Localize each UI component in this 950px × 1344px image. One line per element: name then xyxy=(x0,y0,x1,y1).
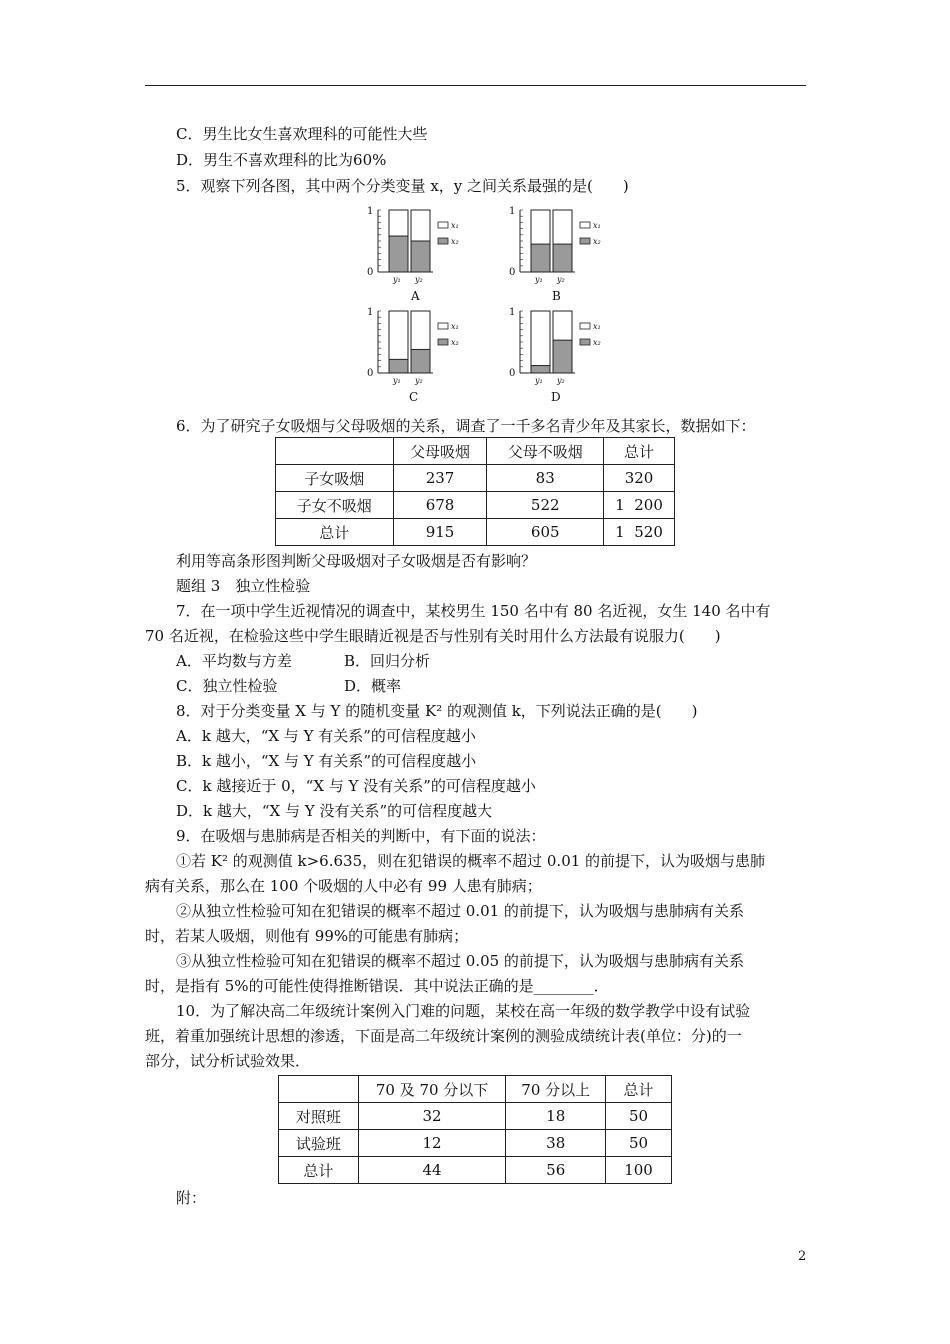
table-cell: 100 xyxy=(606,1157,672,1184)
table-row xyxy=(276,519,675,546)
category-label: y₁ xyxy=(393,275,401,284)
category-label: y₂ xyxy=(415,275,423,284)
legend-label-x2: x₂ xyxy=(451,237,459,246)
table-cell: 子女吸烟 xyxy=(276,465,394,492)
table-cell: 44 xyxy=(358,1157,506,1184)
legend-label-x1: x₁ xyxy=(593,221,601,230)
axis-bottom-label: 0 xyxy=(367,267,374,278)
smoking-table xyxy=(275,437,675,546)
bar-x2 xyxy=(553,244,572,272)
statement-1: ①若 K² 的观测值 k>6.635，则在犯错误的概率不超过 0.01 的前提下，认为吸烟与患肺 xyxy=(176,852,766,870)
table-row xyxy=(276,465,675,492)
table-cell xyxy=(279,1076,359,1103)
question-6-task: 利用等高条形图判断父母吸烟对子女吸烟是否有影响？ xyxy=(176,552,537,570)
table-cell: 522 xyxy=(487,492,604,519)
header-rule xyxy=(145,85,806,86)
legend-swatch-x2 xyxy=(438,339,448,345)
legend-label-x1: x₁ xyxy=(451,322,459,331)
section-heading: 题组 3 独立性检验 xyxy=(176,577,311,595)
legend-swatch-x1 xyxy=(580,323,590,329)
question-10-end: 部分，试分析试验效果． xyxy=(145,1052,311,1070)
category-label: y₂ xyxy=(557,275,565,284)
table-cell: 56 xyxy=(506,1157,606,1184)
statement-1-cont: 病有关系，那么在 100 个吸烟的人中必有 99 人患有肺病； xyxy=(145,877,542,895)
table-cell: 12 xyxy=(358,1130,506,1157)
option-b-q7: B．回归分析 xyxy=(344,652,431,670)
table-cell: 父母吸烟 xyxy=(393,438,487,465)
question-10: 10．为了解决高二年级统计案例入门难的问题，某校在高一年级的数学教学中设有试验 xyxy=(176,1002,751,1020)
figure-d-label: D xyxy=(551,390,561,404)
category-label: y₁ xyxy=(393,376,401,385)
table-cell: 320 xyxy=(604,465,675,492)
bar-x2 xyxy=(531,366,550,373)
category-label: y₁ xyxy=(535,376,543,385)
table-cell: 子女不吸烟 xyxy=(276,492,394,519)
axis-top-label: 1 xyxy=(509,307,516,318)
option-a-q7: A．平均数与方差 xyxy=(176,652,292,670)
axis-top-label: 1 xyxy=(367,206,374,217)
statement-3-cont: 时，是指有 5%的可能性使得推断错误．其中说法正确的是________． xyxy=(145,977,609,995)
table-cell: 试验班 xyxy=(279,1130,359,1157)
page-number: 2 xyxy=(798,1249,807,1264)
appendix-label: 附： xyxy=(176,1189,207,1207)
bar-x2 xyxy=(389,359,408,373)
table-cell: 总计 xyxy=(276,519,394,546)
legend-label-x2: x₂ xyxy=(593,237,601,246)
statement-3: ③从独立性检验可知在犯错误的概率不超过 0.05 的前提下，认为吸烟与患肺病有关系 xyxy=(176,952,744,970)
legend-swatch-x2 xyxy=(438,238,448,244)
figure-d-chart xyxy=(507,303,607,393)
question-8: 8．对于分类变量 X 与 Y 的随机变量 K² 的观测值 k，下列说法正确的是( ) xyxy=(176,702,698,720)
table-cell: 50 xyxy=(606,1130,672,1157)
table-cell: 父母不吸烟 xyxy=(487,438,604,465)
question-9: 9．在吸烟与患肺病是否相关的判断中，有下面的说法： xyxy=(176,827,546,845)
table-cell: 总计 xyxy=(279,1157,359,1184)
legend-label-x2: x₂ xyxy=(451,338,459,347)
option-c-q4: C．男生比女生喜欢理科的可能性大些 xyxy=(176,125,428,143)
axis-bottom-label: 0 xyxy=(509,267,516,278)
axis-top-label: 1 xyxy=(367,307,374,318)
option-c-q8: C．k 越接近于 0，“X 与 Y 没有关系”的可信程度越小 xyxy=(176,777,536,795)
table-row xyxy=(279,1130,672,1157)
question-10-cont: 班，着重加强统计思想的渗透，下面是高二年级统计案例的测验成绩统计表(单位：分)的一 xyxy=(145,1027,742,1045)
legend-label-x1: x₁ xyxy=(593,322,601,331)
legend-label-x1: x₁ xyxy=(451,221,459,230)
bar-x2 xyxy=(389,236,408,272)
legend-swatch-x1 xyxy=(438,323,448,329)
option-d-q7: D．概率 xyxy=(344,677,402,695)
option-c-q7: C．独立性检验 xyxy=(176,677,278,695)
legend-swatch-x2 xyxy=(580,339,590,345)
table-row xyxy=(279,1103,672,1130)
table-cell xyxy=(276,438,394,465)
figure-b xyxy=(507,202,607,292)
table-cell: 70 分以上 xyxy=(506,1076,606,1103)
figure-d xyxy=(507,303,607,393)
table-cell: 50 xyxy=(606,1103,672,1130)
table-cell: 678 xyxy=(393,492,487,519)
bar-x1 xyxy=(531,311,550,373)
table-cell: 237 xyxy=(393,465,487,492)
figure-b-label: B xyxy=(552,289,561,303)
bar-x2 xyxy=(411,349,430,373)
table-cell: 1 520 xyxy=(604,519,675,546)
table-cell: 605 xyxy=(487,519,604,546)
bar-x2 xyxy=(531,244,550,272)
table-cell: 83 xyxy=(487,465,604,492)
table-cell: 总计 xyxy=(604,438,675,465)
table-cell: 32 xyxy=(358,1103,506,1130)
bar-x2 xyxy=(411,241,430,272)
legend-swatch-x2 xyxy=(580,238,590,244)
table-cell: 38 xyxy=(506,1130,606,1157)
table-row xyxy=(276,492,675,519)
bar-x2 xyxy=(553,340,572,373)
question-7-cont: 70 名近视，在检验这些中学生眼睛近视是否与性别有关时用什么方法最有说服力( ) xyxy=(145,627,721,645)
option-d-q8: D．k 越大，“X 与 Y 没有关系”的可信程度越大 xyxy=(176,802,493,820)
axis-bottom-label: 0 xyxy=(509,368,516,379)
question-6: 6．为了研究子女吸烟与父母吸烟的关系，调查了一千多名青少年及其家长，数据如下： xyxy=(176,417,756,435)
figure-c-label: C xyxy=(409,390,419,404)
table-cell: 1 200 xyxy=(604,492,675,519)
statement-2-cont: 时，若某人吸烟，则他有 99%的可能患有肺病； xyxy=(145,927,469,945)
table-cell: 总计 xyxy=(606,1076,672,1103)
option-d-q4: D．男生不喜欢理科的比为60% xyxy=(176,151,387,169)
axis-top-label: 1 xyxy=(509,206,516,217)
figure-c-chart xyxy=(365,303,465,393)
table-row xyxy=(279,1157,672,1184)
option-b-q8: B．k 越小，“X 与 Y 有关系”的可信程度越小 xyxy=(176,752,477,770)
table-cell: 对照班 xyxy=(279,1103,359,1130)
scores-table xyxy=(278,1075,672,1184)
table-header-row xyxy=(279,1076,672,1103)
legend-label-x2: x₂ xyxy=(593,338,601,347)
option-a-q8: A．k 越大，“X 与 Y 有关系”的可信程度越小 xyxy=(176,727,476,745)
legend-swatch-x1 xyxy=(438,222,448,228)
table-cell: 70 及 70 分以下 xyxy=(358,1076,506,1103)
figure-a xyxy=(365,202,465,292)
axis-bottom-label: 0 xyxy=(367,368,374,379)
figure-b-chart xyxy=(507,202,607,292)
legend-swatch-x1 xyxy=(580,222,590,228)
category-label: y₂ xyxy=(557,376,565,385)
category-label: y₁ xyxy=(535,275,543,284)
figure-a-chart xyxy=(365,202,465,292)
table-cell: 915 xyxy=(393,519,487,546)
table-cell: 18 xyxy=(506,1103,606,1130)
figure-a-label: A xyxy=(411,289,420,303)
category-label: y₂ xyxy=(415,376,423,385)
question-7: 7．在一项中学生近视情况的调查中，某校男生 150 名中有 80 名近视，女生 140 名中有 xyxy=(176,602,771,620)
figure-c xyxy=(365,303,465,393)
table-header-row xyxy=(276,438,675,465)
question-5: 5．观察下列各图，其中两个分类变量 x，y 之间关系最强的是( ) xyxy=(176,177,629,195)
statement-2: ②从独立性检验可知在犯错误的概率不超过 0.01 的前提下，认为吸烟与患肺病有关系 xyxy=(176,902,744,920)
